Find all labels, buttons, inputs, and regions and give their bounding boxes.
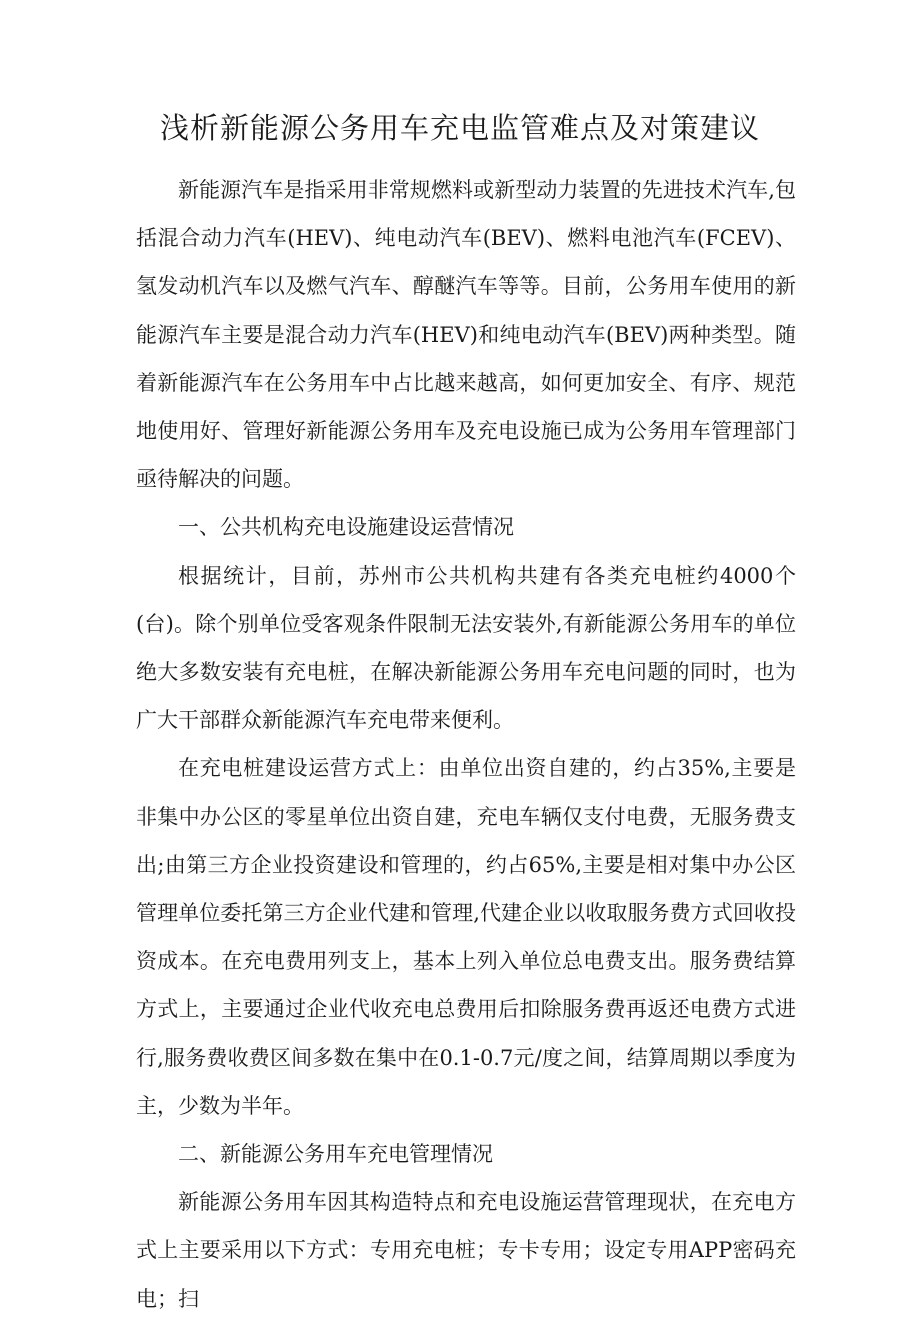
section-2-heading: 二、新能源公务用车充电管理情况 <box>178 1142 493 1167</box>
section-1-paragraph-2: 在充电桩建设运营方式上：由单位出资自建的，约占35%,主要是非集中办公区的零星单位出资自建，充电车辆仅支付电费，无服务费支出;由第三方企业投资建设和管理的，约占65%,主要是相对集中办公区管理单位委托第三方企业代建和管理,代建企业以收取服务费方式回收投资成本。在充电费用列支上，基本上列入单位总电费支出。服务费结算方式上，主要通过企业代收充电总费用后扣除服务费再返还电费方式进行,服务费收费区间多数在集中在0.1-0.7元/度之间，结算周期以季度为主，少数为半年。 <box>136 756 796 1118</box>
section-2-paragraph-1: 新能源公务用车因其构造特点和充电设施运营管理现状，在充电方式上主要采用以下方式：专用充电桩；专卡专用；设定专用APP密码充电；扫 <box>136 1190 796 1311</box>
section-1-heading: 一、公共机构充电设施建设运营情况 <box>178 515 514 540</box>
intro-paragraph: 新能源汽车是指采用非常规燃料或新型动力装置的先进技术汽车,包括混合动力汽车(HEV)、纯电动汽车(BEV)、燃料电池汽车(FCEV)、氢发动机汽车以及燃气汽车、醇醚汽车等等。目前，公务用车使用的新能源汽车主要是混合动力汽车(HEV)和纯电动汽车(BEV)两种类型。随着新能源汽车在公务用车中占比越来越高，如何更加安全、有序、规范地使用好、管理好新能源公务用车及充电设施已成为公务用车管理部门亟待解决的问题。 <box>136 178 796 492</box>
section-1-paragraph-1: 根据统计，目前，苏州市公共机构共建有各类充电桩约4000个(台)。除个别单位受客观条件限制无法安装外,有新能源公务用车的单位绝大多数安装有充电桩，在解决新能源公务用车充电问题的同时，也为广大干部群众新能源汽车充电带来便利。 <box>136 563 796 733</box>
document-body <box>136 166 796 1323</box>
document-title: 浅析新能源公务用车充电监管难点及对策建议 <box>159 111 760 145</box>
